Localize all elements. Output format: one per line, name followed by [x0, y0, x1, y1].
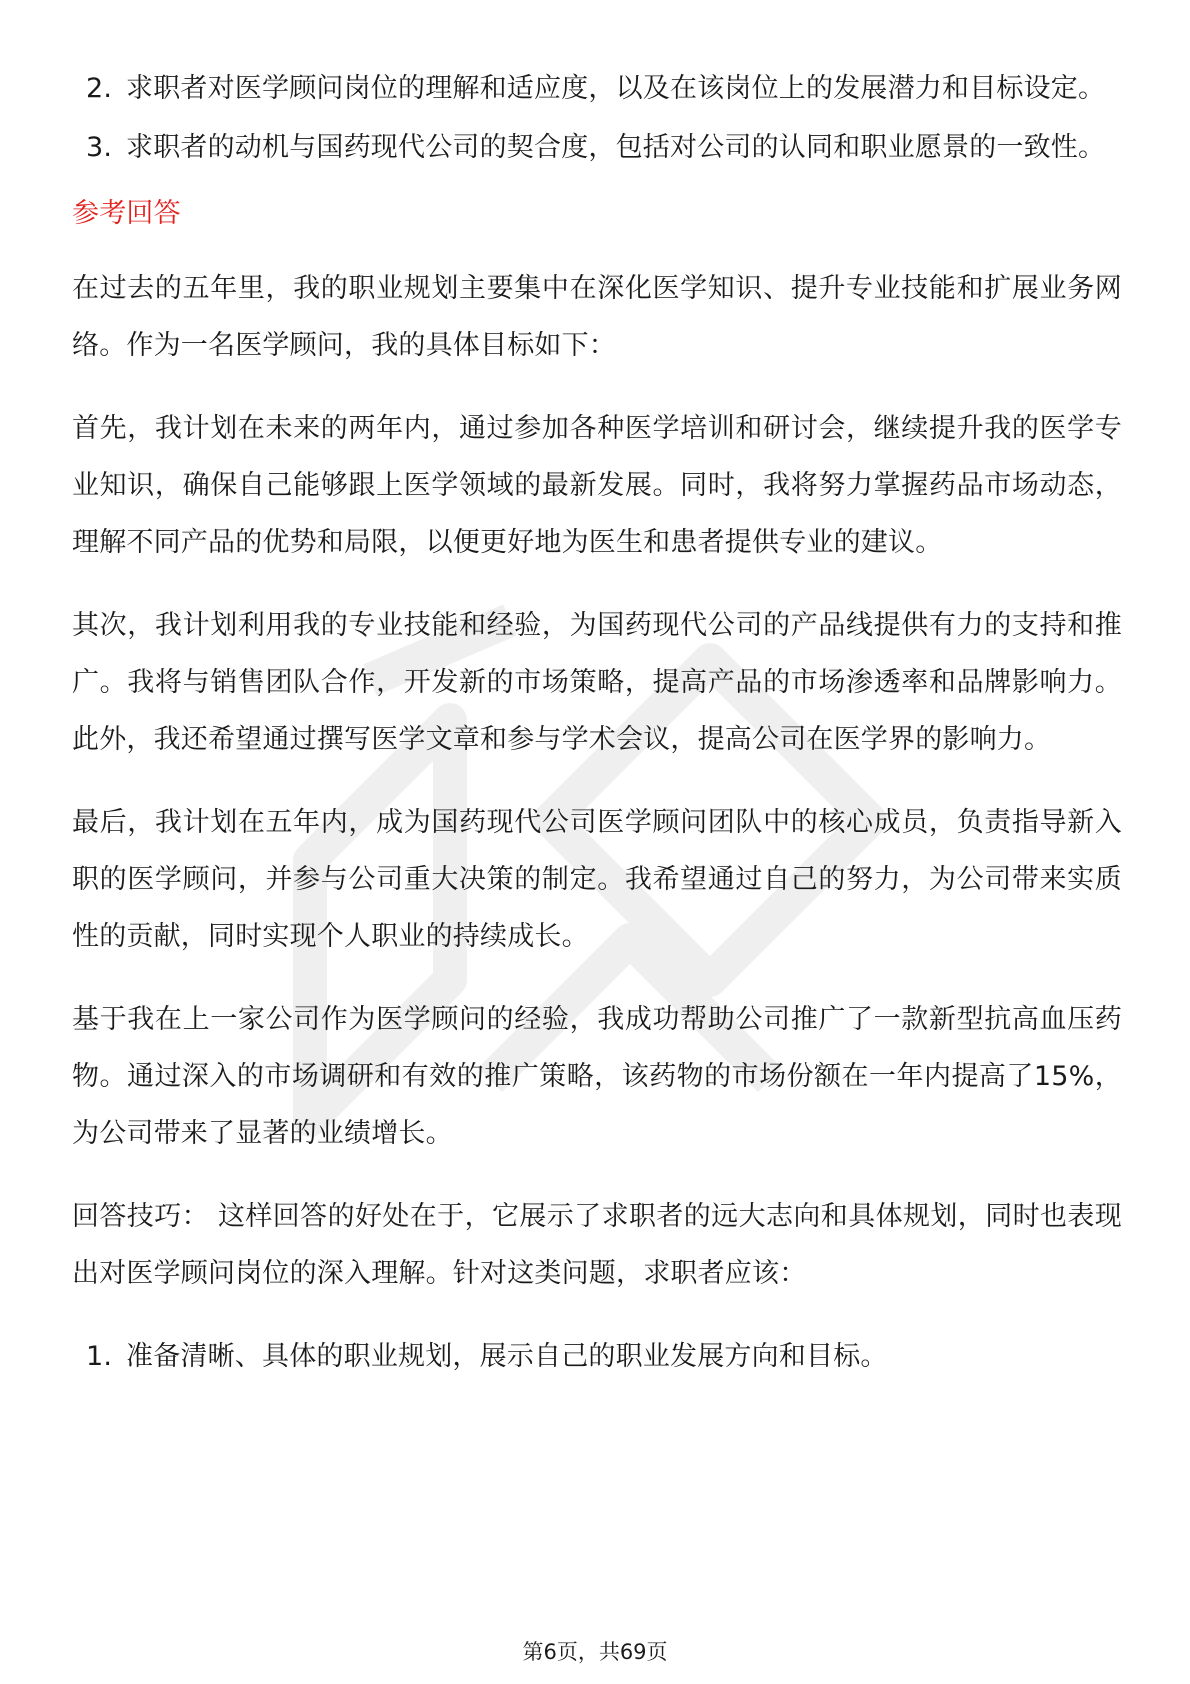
list-item [72, 60, 1122, 117]
list-item-text: 求职者对医学顾问岗位的理解和适应度，以及在该岗位上的发展潜力和目标设定。 [126, 73, 1106, 104]
criteria-list [72, 60, 1122, 176]
list-item-text: 求职者的动机与国药现代公司的契合度，包括对公司的认同和职业愿景的一致性。 [126, 132, 1106, 163]
list-number: 3. [86, 132, 113, 163]
answer-paragraph: 在过去的五年里，我的职业规划主要集中在深化医学知识、提升专业技能和扩展业务网络。作为一名医学顾问，我的具体目标如下： [72, 273, 1122, 361]
list-item [72, 119, 1122, 176]
page-footer: 第6页，共69页 [522, 1640, 668, 1664]
answer-paragraph: 其次，我计划利用我的专业技能和经验，为国药现代公司的产品线提供有力的支持和推广。我将与销售团队合作，开发新的市场策略，提高产品的市场渗透率和品牌影响力。此外，我还希望通过撰写医学文章和参与学术会议，提高公司在医学界的影响力。 [72, 610, 1122, 755]
page-content [72, 60, 1122, 1385]
list-number: 1. [86, 1341, 113, 1372]
list-number: 2. [86, 73, 113, 104]
answer-paragraph: 基于我在上一家公司作为医学顾问的经验，我成功帮助公司推广了一款新型抗高血压药物。通过深入的市场调研和有效的推广策略，该药物的市场份额在一年内提高了15%，为公司带来了显著的业绩增长。 [72, 1004, 1122, 1149]
list-item [72, 1328, 1122, 1385]
section-title: 参考回答 [72, 198, 181, 229]
list-item-text: 准备清晰、具体的职业规划，展示自己的职业发展方向和目标。 [126, 1341, 888, 1372]
tips-list [72, 1328, 1122, 1385]
answer-paragraph: 首先，我计划在未来的两年内，通过参加各种医学培训和研讨会，继续提升我的医学专业知识，确保自己能够跟上医学领域的最新发展。同时，我将努力掌握药品市场动态，理解不同产品的优势和局限，以便更好地为医生和患者提供专业的建议。 [72, 413, 1122, 558]
answer-paragraph: 最后，我计划在五年内，成为国药现代公司医学顾问团队中的核心成员，负责指导新入职的医学顾问，并参与公司重大决策的制定。我希望通过自己的努力，为公司带来实质性的贡献，同时实现个人职业的持续成长。 [72, 807, 1122, 952]
tips-paragraph: 回答技巧： 这样回答的好处在于，它展示了求职者的远大志向和具体规划，同时也表现出对医学顾问岗位的深入理解。针对这类问题，求职者应该： [72, 1201, 1122, 1289]
